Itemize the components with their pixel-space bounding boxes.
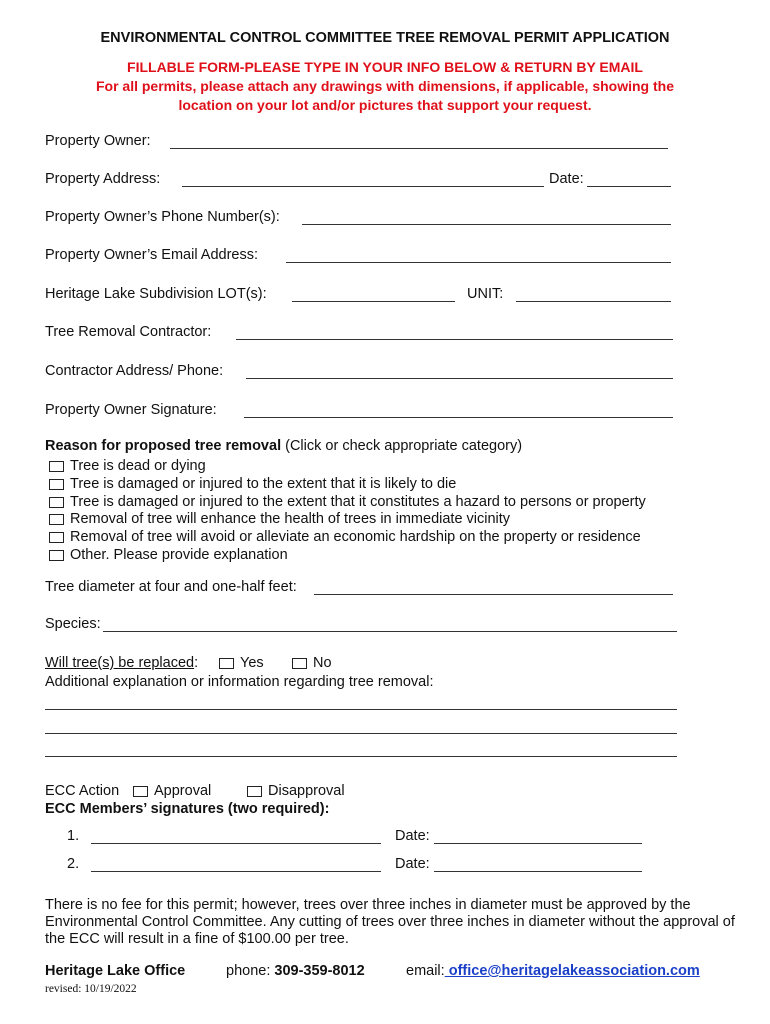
signature-field[interactable] xyxy=(244,417,673,418)
unit-label: UNIT: xyxy=(467,286,504,302)
reason-option-label: Removal of tree will avoid or alleviate an economic hardship on the property or residence xyxy=(70,529,641,545)
fee-note: There is no fee for this permit; however, trees over three inches in diameter must be approved by the Environmental Control Committee. Any cutting of trees over three inches in diameter without the approval of the ECC will result in a fine of $100.00 per tree. xyxy=(45,897,735,947)
reason-option-health[interactable] xyxy=(49,511,510,527)
contractor-label: Tree Removal Contractor: xyxy=(45,324,212,340)
replaced-yes[interactable] xyxy=(219,655,264,671)
reason-option-likely-die[interactable] xyxy=(49,476,456,492)
unit-field[interactable] xyxy=(516,301,671,302)
ecc-date-2-field[interactable] xyxy=(434,871,642,872)
replaced-no-label: No xyxy=(313,655,332,671)
date-field[interactable] xyxy=(587,186,671,187)
instructions-line-3: location on your lot and/or pictures that support your request. xyxy=(178,97,592,113)
instructions-line-1: FILLABLE FORM-PLEASE TYPE IN YOUR INFO BELOW & RETURN BY EMAIL xyxy=(127,59,643,75)
reason-option-label: Tree is damaged or injured to the extent that it is likely to die xyxy=(70,476,457,492)
property-owner-field[interactable] xyxy=(170,148,668,149)
species-label: Species: xyxy=(45,616,101,632)
property-owner-label: Property Owner: xyxy=(45,133,151,149)
checkbox[interactable] xyxy=(219,658,234,669)
signature-label: Property Owner Signature: xyxy=(45,402,217,418)
ecc-disapproval-label: Disapproval xyxy=(268,783,345,799)
checkbox[interactable] xyxy=(49,497,64,508)
contractor-address-label: Contractor Address/ Phone: xyxy=(45,363,224,379)
checkbox[interactable] xyxy=(49,461,64,472)
reason-option-hardship[interactable] xyxy=(49,529,641,545)
replaced-row xyxy=(45,655,198,671)
ecc-date-1-label: Date: xyxy=(395,828,430,844)
ecc-date-1-field[interactable] xyxy=(434,843,642,844)
reason-heading-rest: (Click or check appropriate category) xyxy=(281,438,523,454)
office-name: Heritage Lake Office xyxy=(45,963,186,979)
ecc-signature-2-field[interactable] xyxy=(91,871,381,872)
checkbox[interactable] xyxy=(49,550,64,561)
diameter-field[interactable] xyxy=(314,594,673,595)
ecc-disapproval[interactable] xyxy=(247,783,345,799)
phone-label: Property Owner’s Phone Number(s): xyxy=(45,209,280,225)
email-link[interactable]: office@heritagelakeassociation.com xyxy=(444,963,700,979)
property-address-label: Property Address: xyxy=(45,171,161,187)
email-label: Property Owner’s Email Address: xyxy=(45,247,259,263)
reason-option-label: Removal of tree will enhance the health of trees in immediate vicinity xyxy=(70,511,511,527)
additional-label: Additional explanation or information regarding tree removal: xyxy=(45,674,434,690)
office-phone xyxy=(226,963,365,979)
checkbox[interactable] xyxy=(247,786,262,797)
revised-date: revised: 10/19/2022 xyxy=(45,983,137,995)
property-address-field[interactable] xyxy=(182,186,544,187)
ecc-approval-label: Approval xyxy=(154,783,212,799)
reason-option-label: Other. Please provide explanation xyxy=(70,547,288,563)
form-title: ENVIRONMENTAL CONTROL COMMITTEE TREE REMOVAL PERMIT APPLICATION xyxy=(100,30,670,46)
reason-option-other[interactable] xyxy=(49,547,288,563)
replaced-no[interactable] xyxy=(292,655,332,671)
checkbox[interactable] xyxy=(49,532,64,543)
replaced-colon: : xyxy=(194,655,199,671)
reason-option-dead[interactable] xyxy=(49,458,206,474)
lot-field[interactable] xyxy=(292,301,455,302)
phone-label: phone: xyxy=(226,963,275,979)
instructions-line-2: For all permits, please attach any drawings with dimensions, if applicable, showing the xyxy=(95,78,674,94)
ecc-signature-1-number: 1. xyxy=(67,828,80,844)
ecc-action-label: ECC Action xyxy=(45,783,120,799)
contractor-address-field[interactable] xyxy=(246,378,673,379)
checkbox[interactable] xyxy=(49,514,64,525)
lot-label: Heritage Lake Subdivision LOT(s): xyxy=(45,286,267,302)
ecc-members-heading: ECC Members’ signatures (two required): xyxy=(45,801,330,817)
office-email xyxy=(406,963,700,979)
reason-option-label: Tree is damaged or injured to the extent that it constitutes a hazard to persons or property xyxy=(70,494,646,510)
ecc-signature-1-field[interactable] xyxy=(91,843,381,844)
additional-line-3[interactable] xyxy=(45,756,677,757)
phone-field[interactable] xyxy=(302,224,671,225)
email-prefix: email: xyxy=(406,963,445,979)
species-field[interactable] xyxy=(103,631,677,632)
checkbox[interactable] xyxy=(292,658,307,669)
phone-number: 309-359-8012 xyxy=(274,963,365,979)
ecc-approval[interactable] xyxy=(133,783,211,799)
reason-heading-bold: Reason for proposed tree removal xyxy=(45,438,282,454)
additional-line-2[interactable] xyxy=(45,733,677,734)
reason-option-label: Tree is dead or dying xyxy=(70,458,206,474)
checkbox[interactable] xyxy=(49,479,64,490)
reason-option-hazard[interactable] xyxy=(49,494,646,510)
contractor-field[interactable] xyxy=(236,339,673,340)
ecc-signature-2-number: 2. xyxy=(67,856,80,872)
additional-line-1[interactable] xyxy=(45,709,677,710)
diameter-label: Tree diameter at four and one-half feet: xyxy=(45,579,297,595)
date-label: Date: xyxy=(549,171,584,187)
replaced-label: Will tree(s) be replaced xyxy=(45,655,195,671)
replaced-yes-label: Yes xyxy=(240,655,264,671)
reason-heading xyxy=(45,438,522,454)
email-field[interactable] xyxy=(286,262,671,263)
ecc-date-2-label: Date: xyxy=(395,856,430,872)
checkbox[interactable] xyxy=(133,786,148,797)
